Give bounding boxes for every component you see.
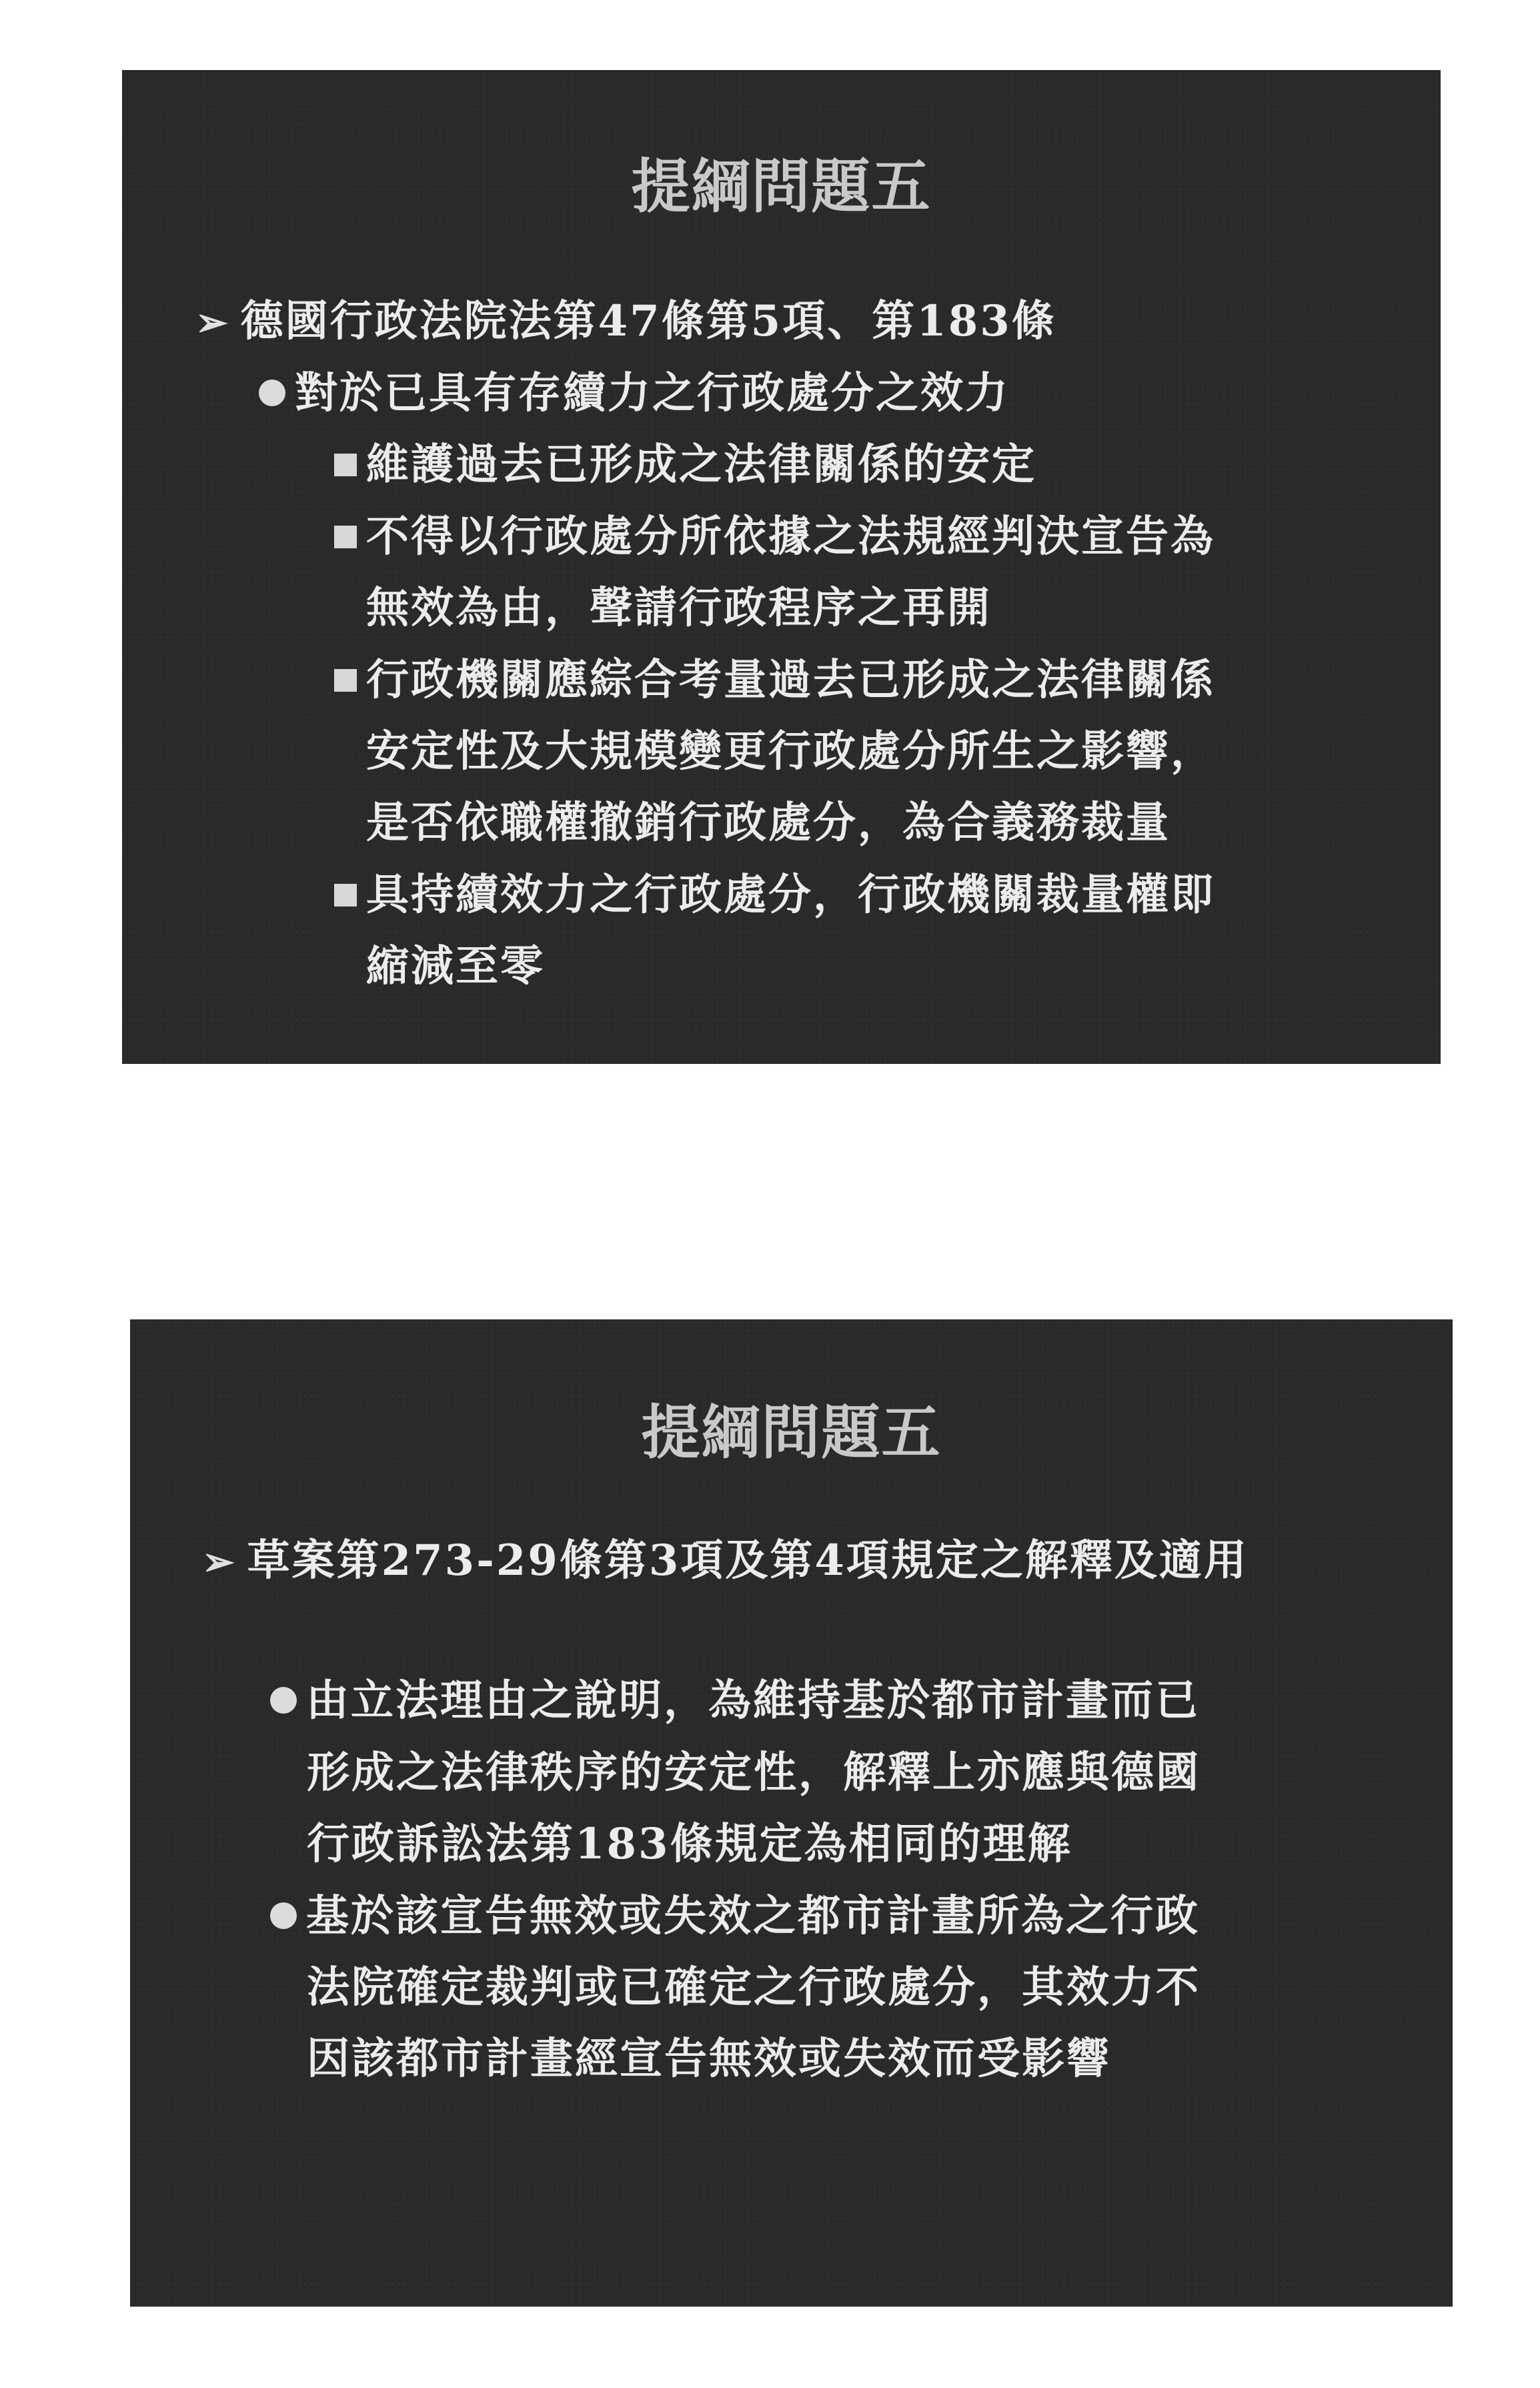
slide-line	[202, 1536, 1249, 1586]
dot-bullet-icon	[270, 1902, 297, 1929]
slide-title: 提綱問題五	[631, 151, 932, 221]
slide-1	[122, 70, 1441, 1064]
slide-line	[334, 440, 1036, 490]
square-bullet-icon	[334, 454, 357, 476]
line-text: 縮減至零	[366, 941, 545, 991]
line-text: 法院確定裁判或已確定之行政處分，其效力不	[307, 1962, 1201, 2012]
line-text: 具持續效力之行政處分，行政機關裁量權即	[366, 870, 1215, 920]
line-text: 是否依職權撤銷行政處分，為合義務裁量	[366, 798, 1171, 848]
square-bullet-icon	[334, 526, 357, 548]
slide-line	[334, 870, 1215, 920]
slide-line	[334, 512, 1215, 562]
slide-line	[307, 1819, 1072, 1869]
arrow-bullet-icon: ➢	[202, 1539, 237, 1584]
slide-line	[307, 2034, 1111, 2084]
slide-line	[366, 583, 992, 633]
dot-bullet-icon	[259, 380, 285, 406]
line-text: 因該都市計畫經宣告無效或失效而受影響	[307, 2034, 1111, 2084]
line-text: 行政訴訟法第183條規定為相同的理解	[307, 1819, 1072, 1869]
slide-line	[366, 798, 1171, 848]
line-text: 基於該宣告無效或失效之都市計畫所為之行政	[306, 1891, 1200, 1941]
line-text: 行政機關應綜合考量過去已形成之法律關係	[366, 655, 1215, 705]
line-text: 安定性及大規模變更行政處分所生之影響，	[366, 726, 1215, 776]
slide-line	[259, 368, 1010, 418]
slide-line	[307, 1748, 1201, 1798]
line-text: 維護過去已形成之法律關係的安定	[366, 440, 1036, 490]
slide-line	[270, 1891, 1200, 1941]
line-text: 形成之法律秩序的安定性，解釋上亦應與德國	[307, 1748, 1201, 1798]
slide-title: 提綱問題五	[641, 1397, 942, 1467]
slide-line	[307, 1962, 1201, 2012]
slide-line	[334, 655, 1215, 705]
line-text: 對於已具有存續力之行政處分之效力	[295, 368, 1010, 418]
square-bullet-icon	[334, 669, 357, 692]
square-bullet-icon	[334, 884, 357, 907]
slide-line	[270, 1676, 1200, 1726]
slide-line	[366, 941, 545, 991]
dot-bullet-icon	[270, 1687, 297, 1714]
line-text: 草案第273-29條第3項及第4項規定之解釋及適用	[247, 1536, 1249, 1586]
slide-line	[195, 296, 1056, 346]
line-text: 由立法理由之說明，為維持基於都市計畫而已	[306, 1676, 1200, 1726]
slide-line	[366, 726, 1215, 776]
line-text: 無效為由，聲請行政程序之再開	[366, 583, 992, 633]
slide-2	[130, 1319, 1453, 2307]
line-text: 不得以行政處分所依據之法規經判決宣告為	[366, 512, 1215, 562]
line-text: 德國行政法院法第47條第5項、第183條	[240, 296, 1056, 346]
arrow-bullet-icon: ➢	[195, 300, 230, 345]
